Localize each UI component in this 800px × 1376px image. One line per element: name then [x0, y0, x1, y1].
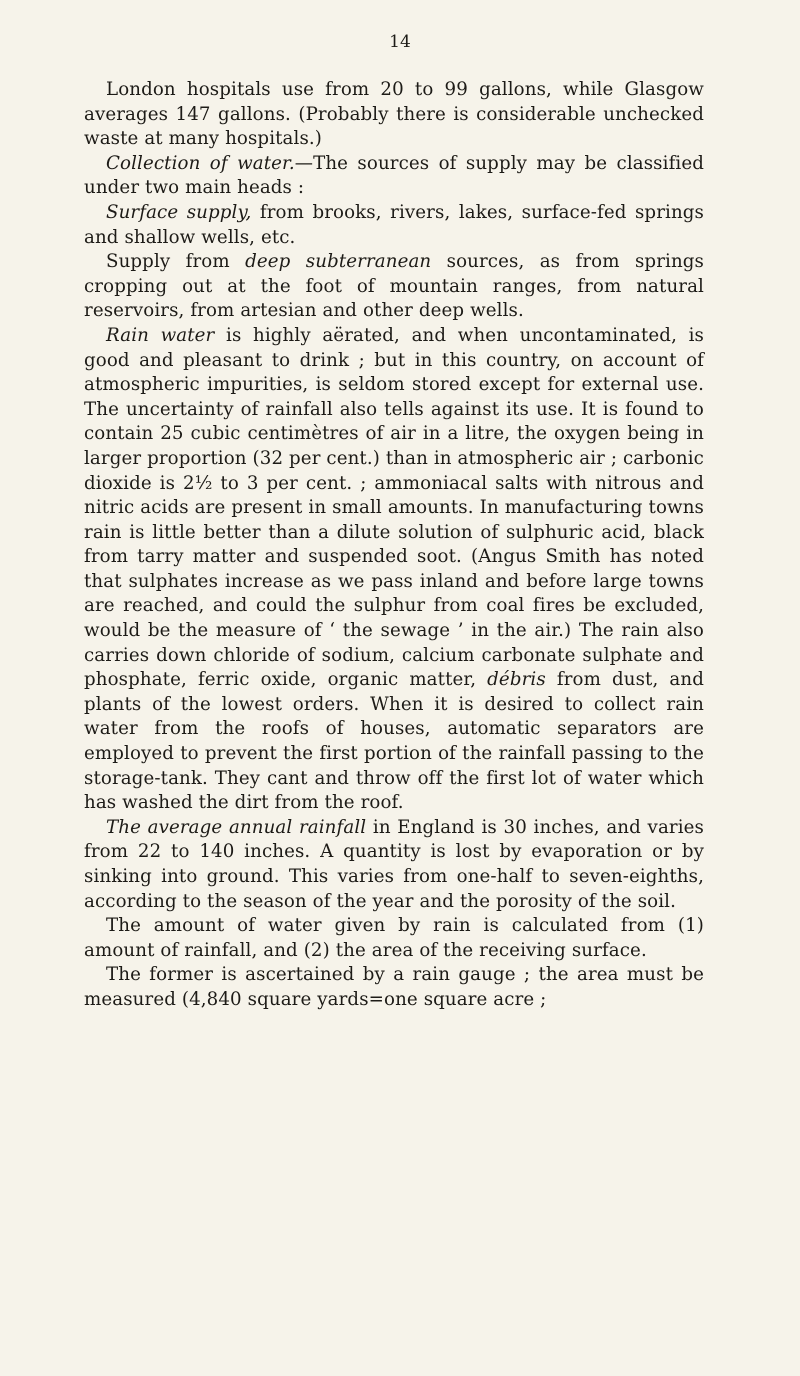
- heading-collection-of-water: Collection of water.: [106, 152, 295, 174]
- paragraph-surface-supply: Surface supply, from brooks, rivers, lakes, surface-fed springs and shallow wells, etc.: [84, 201, 704, 248]
- paragraph-rain-water: Rain water is highly aërated, and when uncontaminated, is good and pleasant to drink ; but in this country, on account of atmospheric impurities, is seldom stored except for external use. The uncertainty of rainfall also tells against its use. It is found to contain 25 cubic centimètres of air in a litre, the oxygen being in larger proportion (32 per cent.) than in atmospheric air ; carbonic dioxide is 2½ to 3 per cent. ; ammoniacal salts with nitrous and nitric acids are present in small amounts. In manufacturing towns rain is little better than a dilute solution of sulphuric acid, black from tarry matter and suspended soot. (Angus Smith has noted that sulphates increase as we pass inland and before large towns are reached, and could the sulphur from coal fires be excluded, would be the measure of ‘ the sewage ’ in the air.) The rain also carries down chloride of sodium, calcium carbonate sulphate and phosphate, ferric oxide, organic matter, débris from dust, and plants of the lowest orders. When it is desired to collect rain water from the roofs of houses, automatic separators are employed to prevent the first portion of the rainfall passing to the storage-tank. They cant and throw off the first lot of water which has washed the dirt from the roof.: [84, 324, 704, 814]
- paragraph-rain-gauge: The former is ascertained by a rain gauge ; the area must be measured (4,840 square yards=one square acre ;: [84, 964, 704, 1010]
- paragraph-average-rainfall: The average annual rainfall in England is 30 inches, and varies from 22 to 140 inches. A quantity is lost by evaporation or by sinking into ground. This varies from one-half to seven-eighths, according to the season of the year and the porosity of the soil.: [84, 816, 705, 912]
- page-number: 14: [389, 32, 411, 52]
- term-surface-supply: Surface supply,: [106, 201, 252, 223]
- term-average-annual-rainfall: The average annual rainfall: [106, 816, 367, 838]
- term-rain-water: Rain water: [106, 324, 215, 346]
- body-text: [84, 78, 704, 1013]
- paragraph-deep-subterranean: Supply from deep subterranean sources, as from springs cropping out at the foot of mountain ranges, from natural reservoirs, from artesian and other deep wells.: [84, 251, 704, 322]
- term-deep-subterranean: deep subterranean: [245, 251, 432, 273]
- paragraph-hospital-usage: London hospitals use from 20 to 99 gallons, while Glasgow averages 147 gallons. (Probably there is considerable unchecked waste at many hospitals.): [84, 79, 704, 150]
- paragraph-amount-of-water: The amount of water given by rain is calculated from (1) amount of rainfall, and (2) the area of the receiving surface.: [84, 915, 704, 961]
- term-debris: débris: [487, 669, 546, 691]
- paragraph-collection-of-water: Collection of water.—The sources of supply may be classified under two main heads :: [84, 152, 704, 199]
